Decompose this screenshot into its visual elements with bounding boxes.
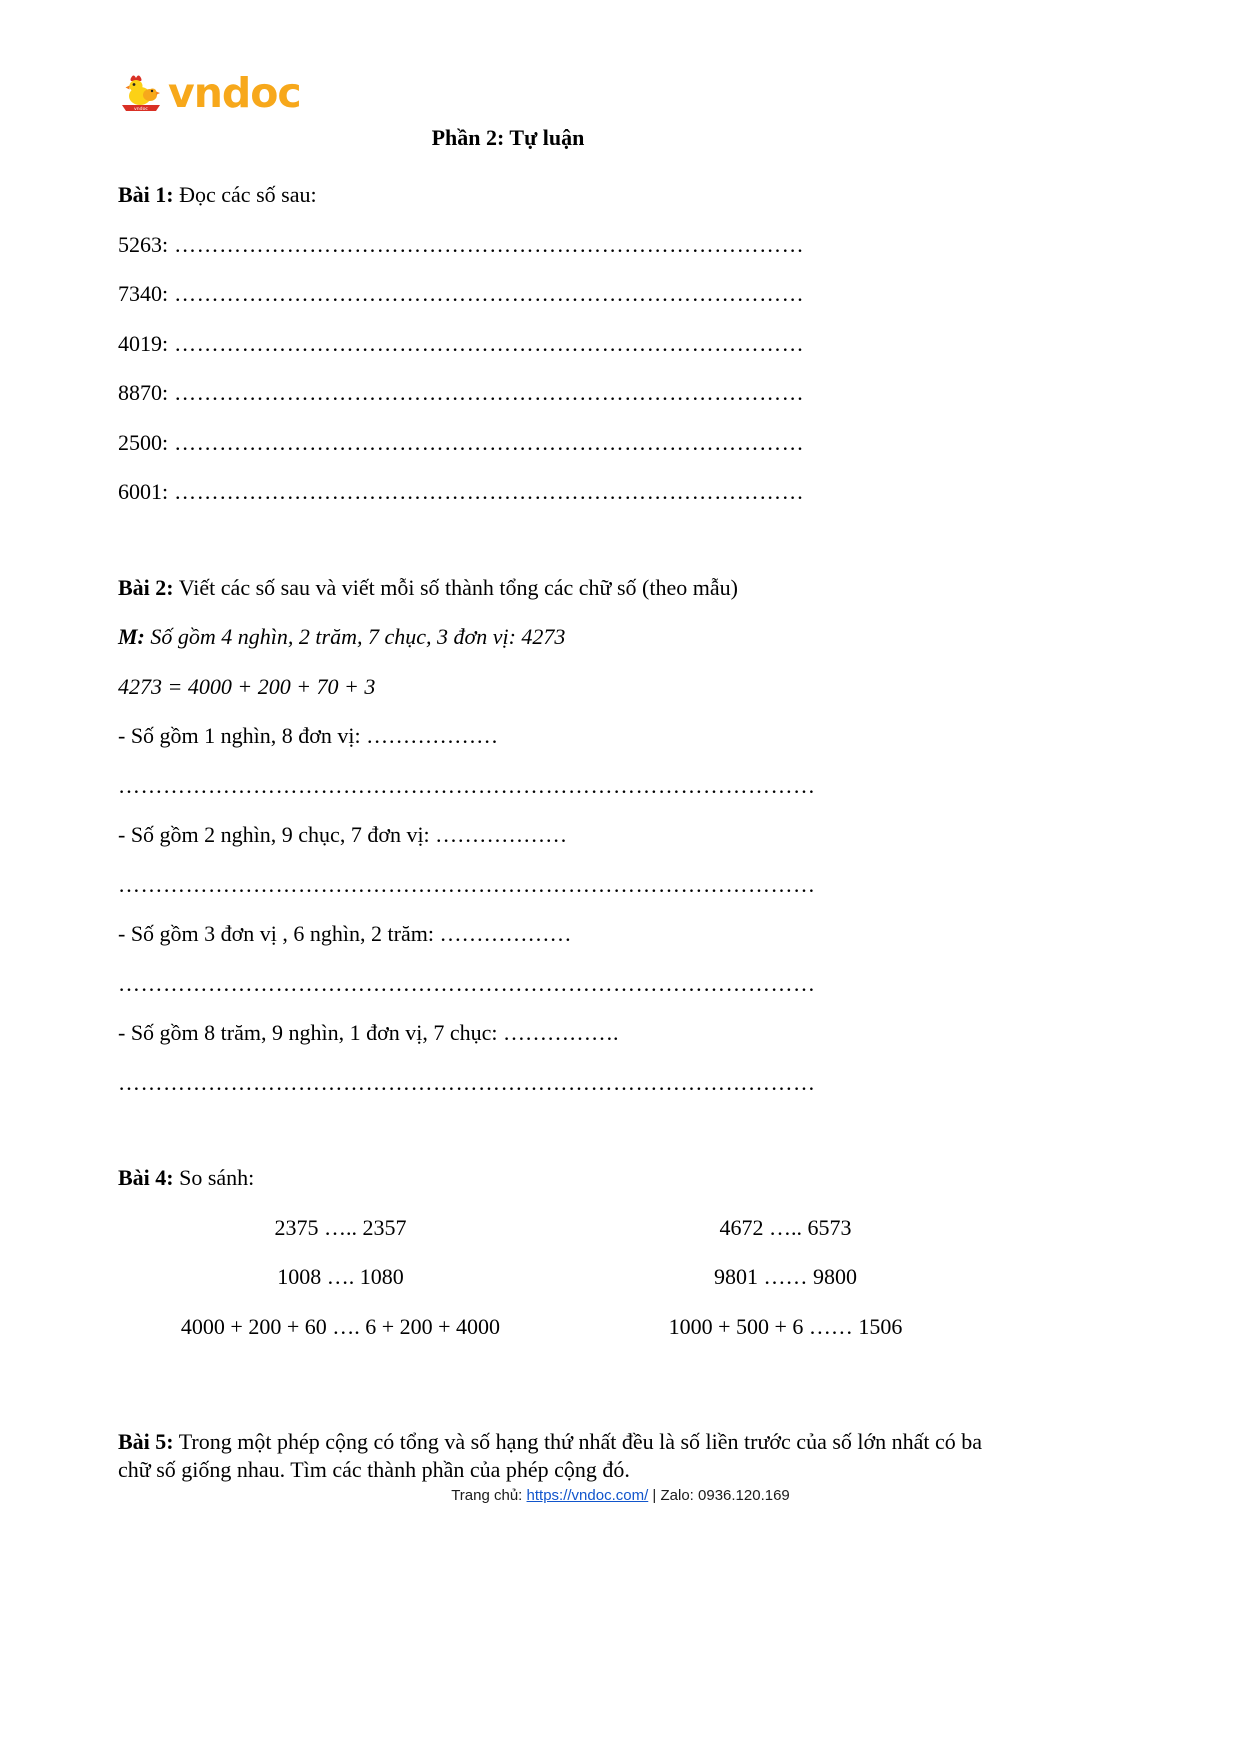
exercise-4-label: Bài 4: (118, 1165, 174, 1191)
comparison-cell[interactable]: 4000 + 200 + 60 …. 6 + 200 + 4000 (180, 1313, 501, 1339)
comparison-row (118, 1214, 1008, 1242)
comparison-grid (118, 1214, 1008, 1341)
item-number: 8870: (118, 380, 169, 406)
exercise-1-item (118, 379, 1008, 407)
worksheet-body (118, 125, 1008, 1505)
answer-dots[interactable]: ………………………………………………………………………… (168, 281, 805, 307)
comparison-cell[interactable]: 1000 + 500 + 6 …… 1506 (668, 1313, 903, 1339)
exercise-2-item: - Số gồm 8 trăm, 9 nghìn, 1 đơn vị, 7 chục: ……………. (118, 1020, 619, 1046)
item-number: 7340: (118, 281, 169, 307)
exercise-4-heading (118, 1164, 1008, 1192)
section-spacer (118, 528, 1008, 574)
page-footer (0, 1487, 1241, 1504)
exercise-4-prompt: So sánh: (173, 1165, 255, 1191)
comparison-cell[interactable]: 9801 …… 9800 (714, 1264, 857, 1290)
exercise-1-item (118, 429, 1008, 457)
exercise-1-item (118, 231, 1008, 259)
footer-homepage-link[interactable]: https://vndoc.com/ (526, 1487, 649, 1504)
exercise-2-answer-dots[interactable]: ………………………………………………………………………………… (118, 970, 816, 996)
exercise-2-answer-dots[interactable]: ………………………………………………………………………………… (118, 772, 816, 798)
sample-label: M: (118, 624, 145, 650)
footer-prefix: Trang chủ: (451, 1487, 527, 1504)
exercise-5-heading (118, 1428, 1008, 1483)
comparison-cell[interactable]: 1008 …. 1080 (277, 1264, 404, 1290)
exercise-1-heading (118, 181, 1008, 209)
answer-dots[interactable]: ………………………………………………………………………… (168, 429, 805, 455)
answer-dots[interactable]: ………………………………………………………………………… (168, 231, 805, 257)
exercise-1-prompt: Đọc các số sau: (173, 182, 317, 208)
comparison-row (118, 1313, 1008, 1341)
item-number: 2500: (118, 429, 169, 455)
exercise-2-answer-dots[interactable]: ………………………………………………………………………………… (118, 1069, 816, 1095)
exercise-2-answer-dots[interactable]: ………………………………………………………………………………… (118, 871, 816, 897)
footer-suffix: | Zalo: 0936.120.169 (648, 1487, 790, 1504)
answer-dots[interactable]: ………………………………………………………………………… (168, 330, 805, 356)
exercise-2-item: - Số gồm 3 đơn vị , 6 nghìn, 2 trăm: ……………… (118, 921, 572, 947)
item-number: 6001: (118, 479, 169, 505)
sample-text: Số gồm 4 nghìn, 2 trăm, 7 chục, 3 đơn vị: 4273 (144, 624, 566, 650)
exercise-5-prompt: Trong một phép cộng có tổng và số hạng thứ nhất đều là số liền trước của số lớn nhất có ba chữ số giống nhau. Tìm các thành phần của phép cộng đó. (118, 1429, 983, 1482)
item-number: 4019: (118, 330, 169, 356)
chicken-mascot-icon (118, 70, 164, 116)
answer-dots[interactable]: ………………………………………………………………………… (168, 479, 805, 505)
exercise-1-item (118, 280, 1008, 308)
exercise-5-label: Bài 5: (118, 1429, 174, 1455)
exercise-2-prompt: Viết các số sau và viết mỗi số thành tổng các chữ số (theo mẫu) (173, 574, 738, 600)
item-number: 5263: (118, 231, 169, 257)
exercise-2-item: - Số gồm 1 nghìn, 8 đơn vị: ……………… (118, 723, 499, 749)
exercise-1-item (118, 478, 1008, 506)
exercise-2-heading (118, 574, 1008, 602)
vndoc-logo[interactable] (118, 68, 301, 118)
exercise-2-sample (118, 623, 1008, 651)
exercise-1-item (118, 330, 1008, 358)
exercise-1-label: Bài 1: (118, 182, 174, 208)
exercise-2-sample-equation: 4273 = 4000 + 200 + 70 + 3 (118, 673, 376, 699)
section-spacer (118, 1362, 1008, 1428)
comparison-cell[interactable]: 4672 ….. 6573 (719, 1214, 852, 1240)
answer-dots[interactable]: ………………………………………………………………………… (168, 380, 805, 406)
svg-text:vndoc: vndoc (134, 106, 148, 112)
exercise-2-item: - Số gồm 2 nghìn, 9 chục, 7 đơn vị: ……………… (118, 822, 568, 848)
comparison-cell[interactable]: 2375 ….. 2357 (274, 1214, 407, 1240)
vndoc-logo-text: vndoc (168, 68, 301, 117)
page-title: Phần 2: Tự luận (431, 125, 585, 150)
comparison-row (118, 1263, 1008, 1291)
section-spacer (118, 1118, 1008, 1164)
exercise-2-label: Bài 2: (118, 574, 174, 600)
